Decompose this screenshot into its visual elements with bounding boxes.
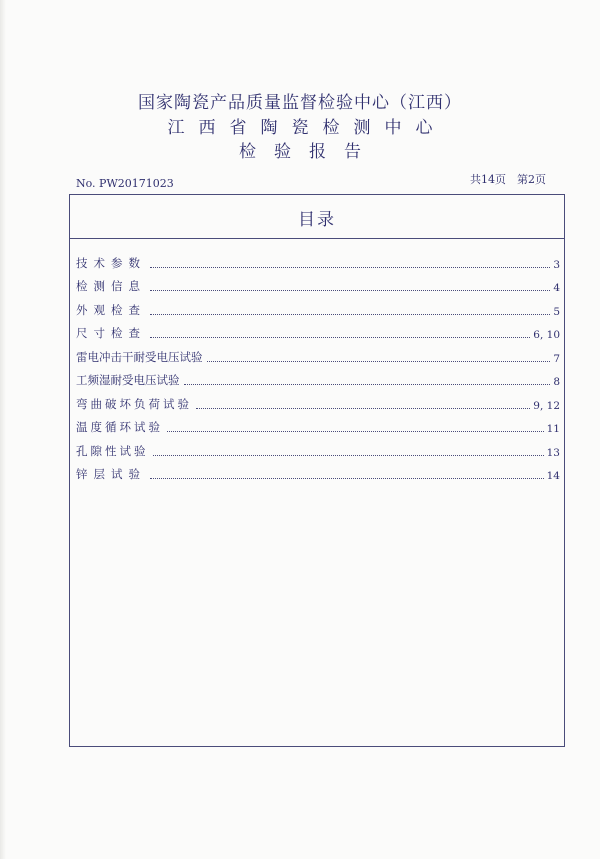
toc-leader-dots [150, 267, 550, 268]
toc-item [76, 247, 560, 271]
toc-item-label: 孔隙性试验 [76, 443, 149, 458]
toc-item-label: 检测信息 [76, 279, 146, 293]
toc-item-page: 4 [553, 282, 560, 294]
page-count: 共14页 第2页 [470, 173, 546, 186]
toc-leader-dots [196, 408, 530, 409]
toc-divider [70, 238, 564, 239]
report-number: No. PW20171023 [76, 177, 174, 190]
toc-item [76, 365, 560, 389]
toc-item [76, 341, 560, 365]
toc-leader-dots [184, 384, 551, 385]
toc-leader-dots [167, 431, 544, 432]
toc-item-label: 温度循环试验 [76, 420, 163, 434]
toc-item-page: 5 [553, 305, 560, 318]
toc-list [76, 247, 560, 482]
toc-item-page: 13 [546, 446, 560, 459]
toc-item-page: 3 [553, 258, 560, 271]
toc-item [76, 459, 560, 483]
toc-item-page: 14 [546, 470, 560, 482]
toc-item-label: 外观检查 [76, 302, 146, 317]
toc-box [69, 194, 565, 747]
toc-leader-dots [150, 314, 550, 315]
toc-leader-dots [207, 361, 551, 362]
toc-item-page: 8 [553, 376, 560, 388]
toc-leader-dots [150, 337, 530, 338]
toc-item-page: 9, 12 [533, 399, 560, 412]
toc-item-label: 弯曲破坏负荷试验 [76, 396, 192, 411]
toc-item-label: 锌层试验 [76, 467, 146, 481]
header-center-name: 江西省陶瓷检测中心 [167, 118, 447, 138]
toc-item [76, 435, 560, 459]
header-organization: 国家陶瓷产品质量监督检验中心（江西） [138, 93, 462, 113]
toc-leader-dots [153, 455, 544, 456]
toc-item-label: 工频湿耐受电压试验 [76, 373, 180, 387]
toc-item [76, 388, 560, 412]
toc-item [76, 412, 560, 436]
header-report-type: 检验报告 [239, 142, 379, 162]
toc-leader-dots [150, 478, 544, 479]
toc-item-label: 雷电冲击干耐受电压试验 [76, 349, 203, 364]
toc-item-page: 11 [546, 423, 560, 435]
toc-title: 目录 [298, 210, 336, 230]
toc-item-page: 7 [553, 352, 560, 365]
toc-item-label: 技术参数 [76, 255, 146, 270]
toc-item [76, 318, 560, 342]
toc-leader-dots [150, 290, 550, 291]
toc-item-label: 尺寸检查 [76, 326, 146, 340]
toc-item-page: 6, 10 [533, 329, 560, 341]
toc-item [76, 294, 560, 318]
toc-item [76, 271, 560, 295]
